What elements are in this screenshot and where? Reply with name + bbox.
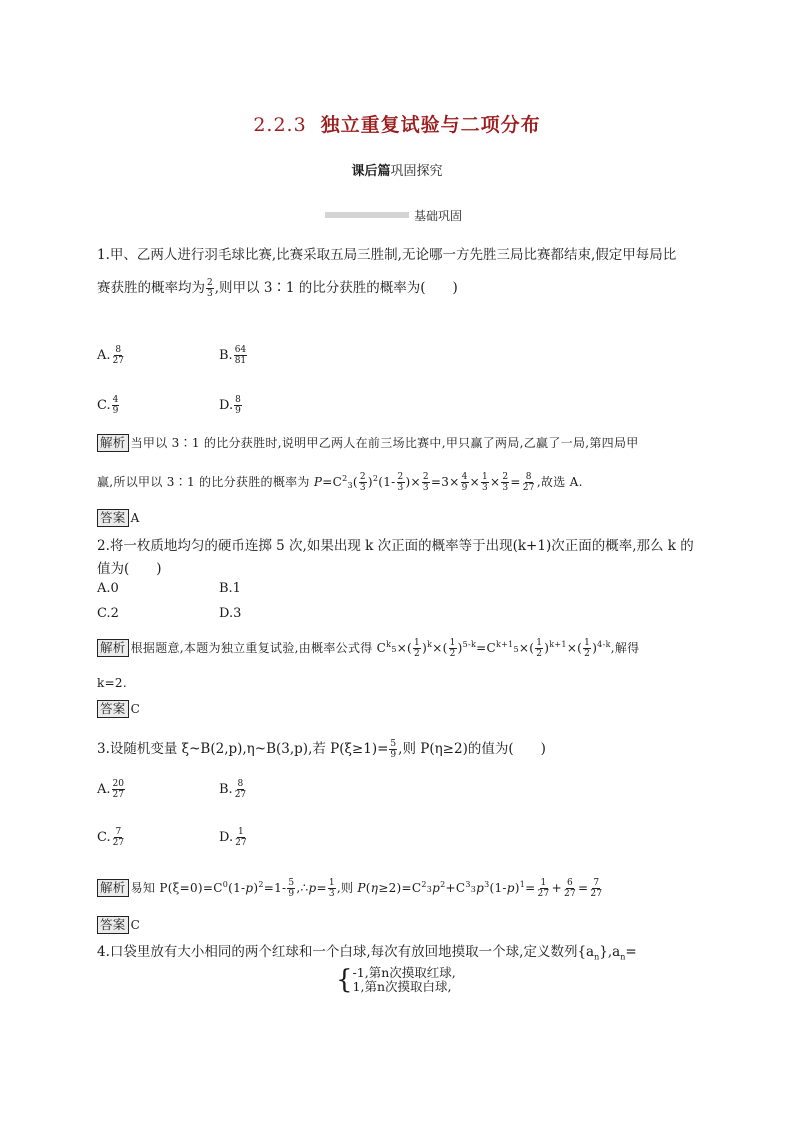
q3-option-b: B. $\frac{8}{27}$ xyxy=(219,779,247,800)
section-bar xyxy=(325,212,409,218)
q2-solution-line2: k=2. xyxy=(97,676,127,690)
q4-case2: 1,第n次摸取白球, xyxy=(352,979,452,994)
section-number: 2.2.3 xyxy=(253,114,307,136)
title-text: 独立重复试验与二项分布 xyxy=(320,114,541,136)
q2-answer: 答案 C xyxy=(97,700,140,718)
brace: { xyxy=(336,965,353,995)
q2-option-d: D.3 xyxy=(219,606,242,621)
subtitle-bold: 课后篇 xyxy=(351,164,391,179)
q4-line1: 4.口袋里放有大小相同的两个红球和一个白球,每次有放回地摸取一个球,定义数列$\{a_n\},a_n=$ xyxy=(97,944,637,962)
q1-option-c: C. $\frac{4}{9}$ xyxy=(97,395,119,416)
page-subtitle xyxy=(0,160,794,179)
q3-solution: 解析 易知 $P(\xi=0)=C^0(1-p)^2=1-$ $\frac{5}{9}$ ,∴p= $\frac{1}{3}$ ,则 $P(\eta\ge 2)=C^23p^2+C^33p^3(1-p)^1=$ $\frac{1}{27}$ + $\frac{6}{27}$ = $\frac{7}{27}$ xyxy=(97,878,604,899)
jiexi-label: 解析 xyxy=(97,434,129,452)
q1-line1: 1.甲、乙两人进行羽毛球比赛,比赛采取五局三胜制,无论哪一方先胜三局比赛都结束,假定甲每局比 xyxy=(97,247,677,263)
q2-line2: 值为( ) xyxy=(97,561,162,577)
q1-solution-line1: 解析 当甲以 3∶1 的比分获胜时,说明甲乙两人在前三场比赛中,甲只赢了两局,乙赢了一局,第四局甲 xyxy=(97,434,639,452)
fraction: $\frac{2}{3}$ xyxy=(207,278,213,299)
q4-cases xyxy=(336,966,456,994)
q2-option-b: B.1 xyxy=(219,581,241,596)
q1-solution-line2: 赢,所以甲以 3∶1 的比分获胜的概率为 $P=C^23$( $\frac{2}{3}$ )$^2$(1- $\frac{2}{3}$ )× $\frac{2}{3}$ =3× $\frac{4}{9}$ × $\frac{1}{3}$ × $\frac{2}{3}$ = $\frac{8}{27}$ ,故选 A. xyxy=(97,472,583,493)
section-heading: 基础巩固 xyxy=(414,209,463,223)
q3-option-d: D. $\frac{1}{27}$ xyxy=(219,827,247,848)
q1-option-d: D. $\frac{8}{9}$ xyxy=(219,395,241,416)
q2-line1: 2.将一枚质地均匀的硬币连掷 5 次,如果出现 k 次正面的概率等于出现(k+1)次正面的概率,那么 k 的 xyxy=(97,538,694,554)
q2-formula: $C^k5\times$( $\frac{1}{2}$ )$^k$×( $\frac{1}{2}$ )$^{5-k}=C^{k+1}5\times$( $\frac{1}{2}$ )$^{k+1}$×( $\frac{1}{2}$ )$^{4-k}$ xyxy=(376,638,611,659)
q3-option-a: A. $\frac{20}{27}$ xyxy=(97,779,124,800)
page-title xyxy=(0,110,794,137)
q1-option-b: B. $\frac{64}{81}$ xyxy=(219,345,247,366)
q3-option-c: C. $\frac{7}{27}$ xyxy=(97,827,125,848)
q1-answer: 答案 A xyxy=(97,509,140,527)
q4-case1: -1,第n次摸取红球, xyxy=(352,965,456,980)
q3-formula: $^0(1-p)^2=1-$ $\frac{5}{9}$ ,∴p= $\frac{1}{3}$ ,则 $P(\eta\ge 2)=C^23p^2+C^33p^3(1-p)^1=$ $\frac{1}{27}$ + $\frac{6}{27}$ = $\frac{7}{27}$ xyxy=(222,878,603,899)
q1-option-a: A. $\frac{8}{27}$ xyxy=(97,345,124,366)
q2-option-a: A.0 xyxy=(97,581,119,596)
subtitle-rest: 巩固探究 xyxy=(390,164,443,179)
q1-line2: 赛获胜的概率均为 $\frac{2}{3}$ ,则甲以 3∶1 的比分获胜的概率为( ) xyxy=(97,278,458,299)
q2-option-c: C.2 xyxy=(97,606,119,621)
daan-label: 答案 xyxy=(97,509,129,527)
q2-solution-line1: 解析 根据题意,本题为独立重复试验,由概率公式得 $C^k5\times$( $\frac{1}{2}$ )$^k$×( $\frac{1}{2}$ )$^{5-k}=C^{k+1}5\times$( $\frac{1}{2}$ )$^{k+1}$×( $\frac{1}{2}$ )$^{4-k}$,解得 xyxy=(97,638,639,659)
q1-formula: $P=C^23$( $\frac{2}{3}$ )$^2$(1- $\frac{2}{3}$ )× $\frac{2}{3}$ =3× $\frac{4}{9}$ × $\frac{1}{3}$ × $\frac{2}{3}$ = $\frac{8}{27}$ xyxy=(313,472,535,493)
q3-line1: 3.设随机变量 ξ~B(2,p),η~B(3,p),若 P(ξ≥1)= $\frac{5}{9}$ ,则 P(η≥2)的值为( ) xyxy=(97,739,546,760)
q3-answer: 答案 C xyxy=(97,916,140,934)
